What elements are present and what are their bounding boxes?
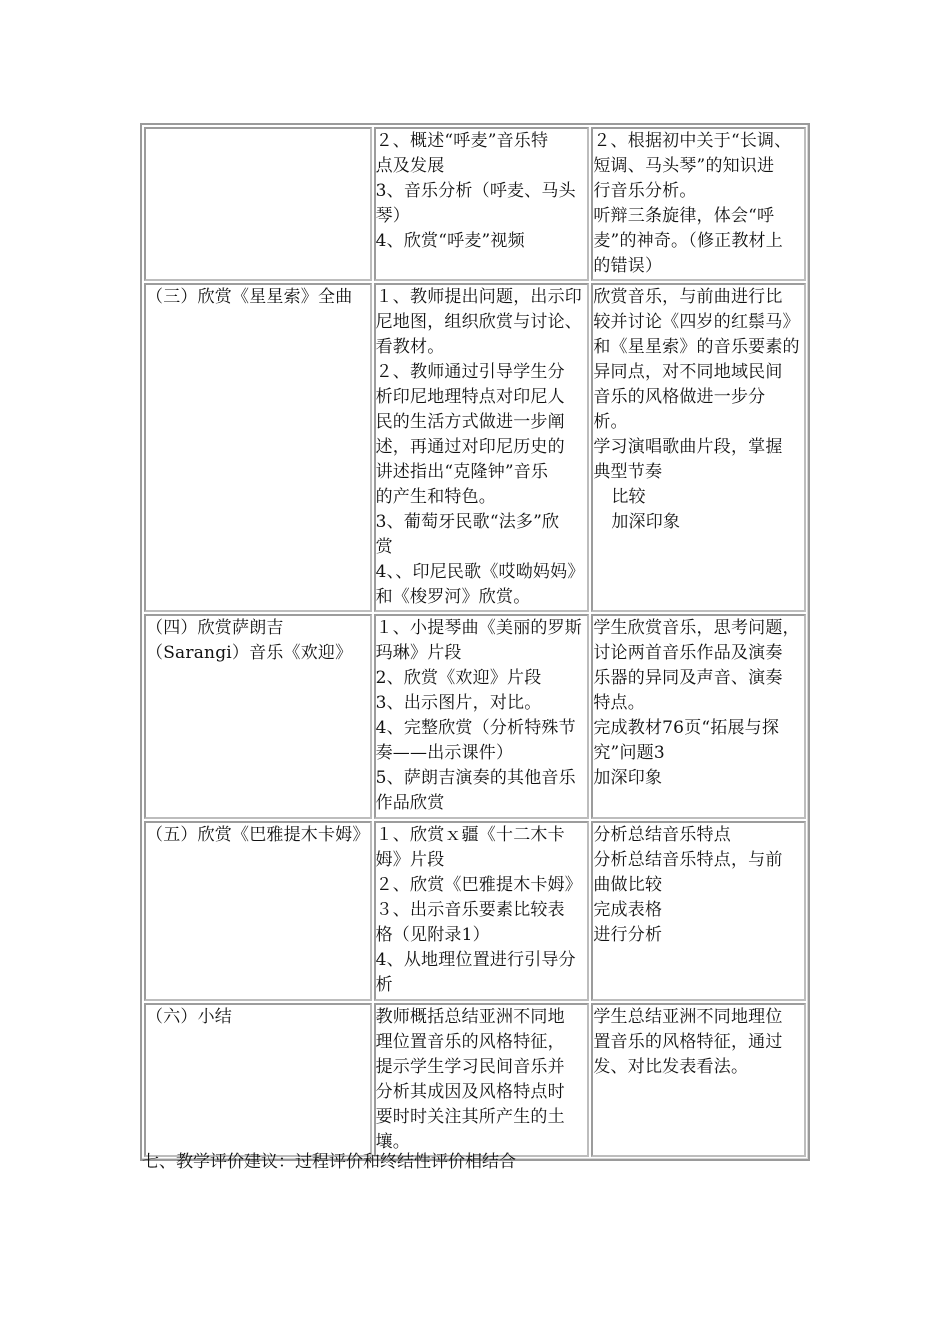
cell-text-line: 学生总结亚洲不同地理位 xyxy=(593,1007,783,1027)
cell-text-line: 分析总结音乐特点，与前 xyxy=(593,850,783,870)
cell-text-line: 4、欣赏“呼麦”视频 xyxy=(375,231,525,251)
stage-cell xyxy=(144,614,372,819)
cell-text-line: 4、从地理位置进行引导分 xyxy=(375,950,576,970)
student-activity-cell xyxy=(591,614,806,819)
cell-text-line: （六）小结 xyxy=(146,1007,232,1027)
cell-text-line: 的产生和特色。 xyxy=(375,487,497,507)
cell-text-line: 学生欣赏音乐，思考问题， xyxy=(593,618,800,638)
cell-text-line: 4、、印尼民歌《哎呦妈妈》 xyxy=(375,562,585,582)
stage-cell xyxy=(144,1003,372,1157)
cell-text-line: （四）欣赏萨朗吉 xyxy=(146,618,284,638)
teacher-activity-cell xyxy=(374,283,590,612)
cell-text-line: 究”问题3 xyxy=(593,743,665,763)
cell-text-line: 琴） xyxy=(375,206,411,226)
cell-text-line: 3、出示图片，对比。 xyxy=(375,693,542,713)
cell-text-line: 析印尼地理特点对印尼人 xyxy=(375,387,565,407)
cell-text-line: 比较 xyxy=(611,487,646,507)
cell-text-line: 听辩三条旋律，体会“呼 xyxy=(593,206,775,226)
cell-text-line: 3、音乐分析（呼麦、马头 xyxy=(375,181,576,201)
cell-text-line: ３、出示音乐要素比较表 xyxy=(375,900,565,920)
cell-text-line: 析 xyxy=(375,975,393,995)
cell-text-line: 3、葡萄牙民歌“法多”欣 xyxy=(375,512,560,532)
cell-text-line: 欣赏音乐，与前曲进行比 xyxy=(593,287,783,307)
cell-text-line: 特点。 xyxy=(593,693,645,713)
cell-text-line: 分析总结音乐特点 xyxy=(593,825,731,845)
table-row xyxy=(144,127,806,281)
cell-text-line: 的错误） xyxy=(593,256,663,276)
cell-text-line: （五）欣赏《巴雅提木卡姆》 xyxy=(146,825,370,845)
student-activity-cell xyxy=(591,283,806,612)
cell-text-line: 较并讨论《四岁的红鬃马》 xyxy=(593,312,800,332)
teacher-activity-cell xyxy=(374,614,590,819)
cell-text-line: 析。 xyxy=(593,412,628,432)
cell-text-line: 典型节奏 xyxy=(593,462,663,482)
cell-text-line: 发、对比发表看法。 xyxy=(593,1057,749,1077)
cell-text-line: 4、完整欣赏（分析特殊节 xyxy=(375,718,576,738)
cell-text-line: 行音乐分析。 xyxy=(593,181,697,201)
cell-text-line: （三）欣赏《星星索》全曲 xyxy=(146,287,353,307)
cell-text-line: 完成教材76页“拓展与探 xyxy=(593,718,780,738)
cell-text-line: 看教材。 xyxy=(375,337,445,357)
teacher-activity-cell xyxy=(374,1003,590,1157)
cell-text-line: 点及发展 xyxy=(375,156,445,176)
cell-text-line: 短调、马头琴”的知识进 xyxy=(593,156,775,176)
stage-cell xyxy=(144,283,372,612)
cell-text-line: 姆》片段 xyxy=(375,850,445,870)
cell-text-line: ２、欣赏《巴雅提木卡姆》 xyxy=(375,875,583,895)
cell-text-line: ２、根据初中关于“长调、 xyxy=(593,131,792,151)
cell-text-line: 讲述指出“克隆钟”音乐 xyxy=(375,462,549,482)
cell-text-line: 2、欣赏《欢迎》片段 xyxy=(375,668,542,688)
cell-text-line: 格（见附录1） xyxy=(375,925,490,945)
table-row xyxy=(144,821,806,1001)
cell-text-line: １、教师提出问题，出示印 xyxy=(375,287,583,307)
cell-text-line: 壤。 xyxy=(375,1132,411,1152)
cell-text-line: 曲做比较 xyxy=(593,875,663,895)
cell-text-line: 玛琳》片段 xyxy=(375,643,462,663)
stage-cell xyxy=(144,821,372,1001)
cell-text-line: 理位置音乐的风格特征， xyxy=(375,1032,565,1052)
cell-text-line: 完成表格 xyxy=(593,900,663,920)
cell-text-line: 学习演唱歌曲片段，掌握 xyxy=(593,437,783,457)
cell-text-line: 赏 xyxy=(375,537,393,557)
cell-text-line: 进行分析 xyxy=(593,925,663,945)
cell-text-line: 民的生活方式做进一步阐 xyxy=(375,412,565,432)
cell-text-line: 加深印象 xyxy=(611,512,681,532)
table-row xyxy=(144,283,806,612)
cell-text-line: 要时时关注其所产生的土 xyxy=(375,1107,565,1127)
cell-text-line: 尼地图，组织欣赏与讨论、 xyxy=(375,312,583,332)
student-activity-cell xyxy=(591,1003,806,1157)
cell-text-line: 提示学生学习民间音乐并 xyxy=(375,1057,565,1077)
cell-text-line: 加深印象 xyxy=(593,768,663,788)
table-row xyxy=(144,614,806,819)
cell-text-line: 异同点，对不同地域民间 xyxy=(593,362,783,382)
cell-text-line: 述，再通过对印尼历史的 xyxy=(375,437,565,457)
table-row xyxy=(144,1003,806,1157)
cell-text-line: 置音乐的风格特征，通过 xyxy=(593,1032,783,1052)
teacher-activity-cell xyxy=(374,127,590,281)
teacher-activity-cell xyxy=(374,821,590,1001)
cell-text-line: 5、萨朗吉演奏的其他音乐 xyxy=(375,768,576,788)
lesson-table-body xyxy=(144,127,806,1157)
stage-cell xyxy=(144,127,372,281)
cell-text-line: 教师概括总结亚洲不同地 xyxy=(375,1007,565,1027)
cell-text-line: 和《梭罗河》欣赏。 xyxy=(375,587,531,607)
cell-text-line: ２、概述“呼麦”音乐特 xyxy=(375,131,549,151)
cell-text-line: 和《星星索》的音乐要素的 xyxy=(593,337,800,357)
cell-text-line: 讨论两首音乐作品及演奏 xyxy=(593,643,783,663)
lesson-table xyxy=(140,123,810,1161)
cell-text-line: 麦”的神奇。（修正教材上 xyxy=(593,231,783,251)
student-activity-cell xyxy=(591,821,806,1001)
cell-text-line: 分析其成因及风格特点时 xyxy=(375,1082,565,1102)
cell-text-line: 作品欣赏 xyxy=(375,793,445,813)
cell-text-line: 乐器的异同及声音、演奏 xyxy=(593,668,783,688)
evaluation-suggestion: 七、教学评价建议：过程评价和终结性评价相结合 xyxy=(142,1152,516,1172)
cell-text-line: １、小提琴曲《美丽的罗斯 xyxy=(375,618,583,638)
cell-text-line: 音乐的风格做进一步分 xyxy=(593,387,766,407)
cell-text-line: 奏——出示课件） xyxy=(375,743,514,763)
cell-text-line: ２、教师通过引导学生分 xyxy=(375,362,565,382)
student-activity-cell xyxy=(591,127,806,281)
cell-text-line: （Sarangi）音乐《欢迎》 xyxy=(146,643,353,663)
cell-text-line: １、欣赏ｘ疆《十二木卡 xyxy=(375,825,565,845)
